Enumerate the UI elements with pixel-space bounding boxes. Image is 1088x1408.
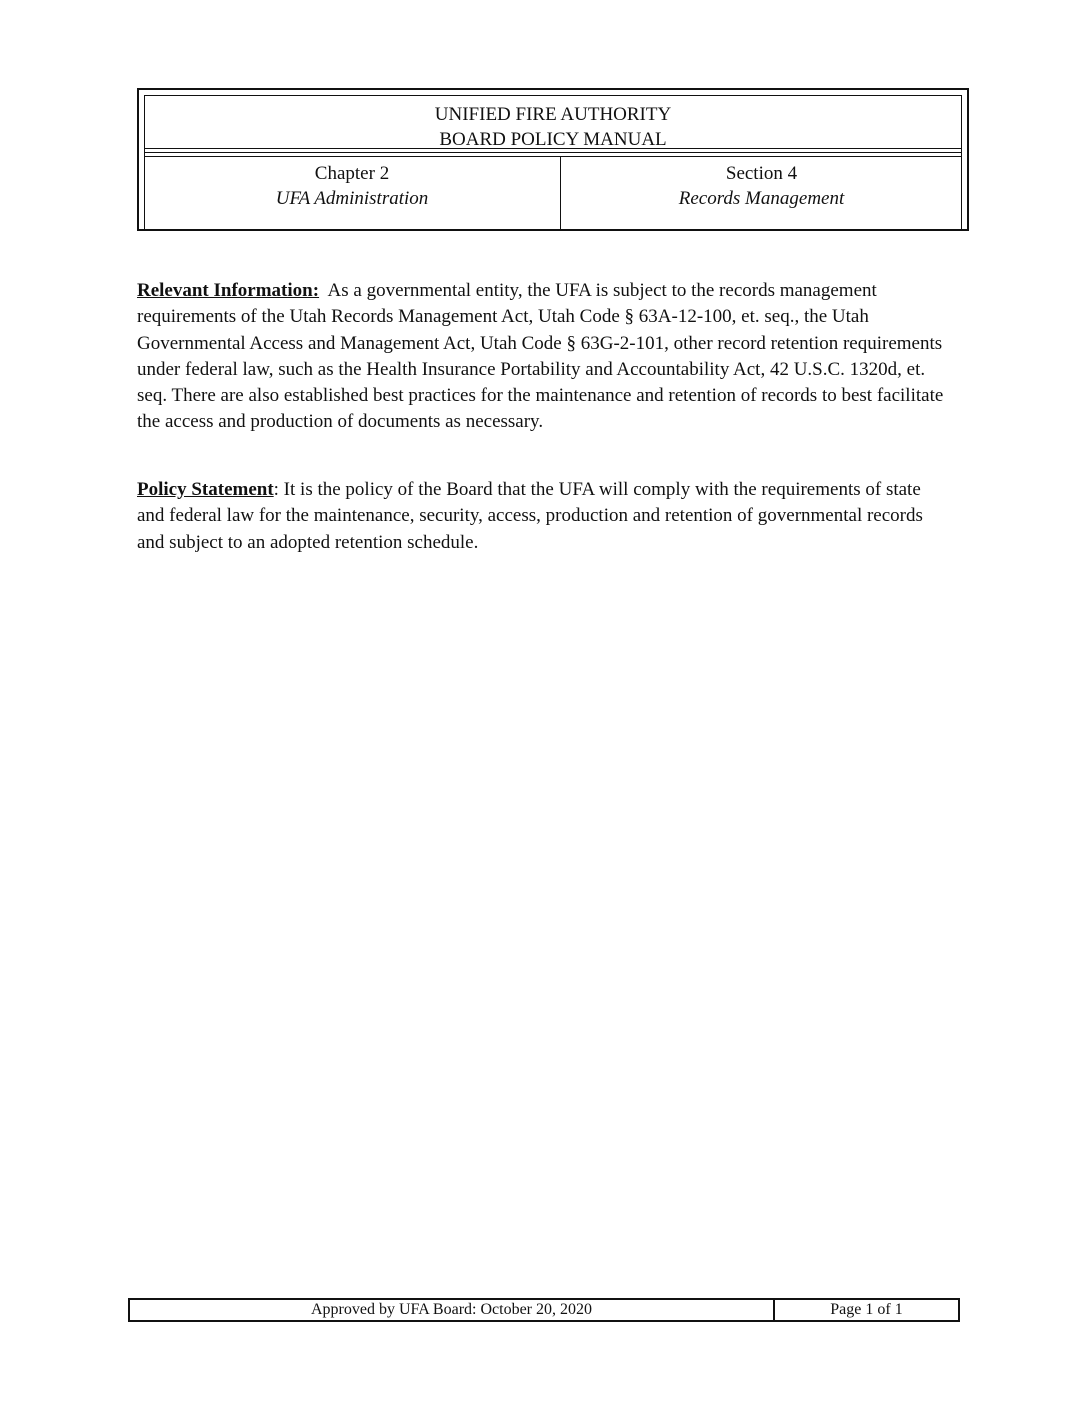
chapter-title: UFA Administration — [275, 188, 429, 209]
chapter-cell — [144, 157, 561, 229]
section-cell — [561, 157, 962, 229]
manual-name: BOARD POLICY MANUAL — [439, 129, 667, 150]
document-header — [137, 88, 969, 231]
policy-statement-paragraph — [137, 477, 952, 556]
page-number: Page 1 of 1 — [830, 1301, 903, 1318]
relevant-information-text: As a governmental entity, the UFA is subject to the records management requirements of the Utah Records Management Act, Utah Code § 63A-12-100, et. seq., the Utah Governmental Access and Management Act, Utah Code § 63G-2-101, other record retention requirements under federal law, such as the Health Insurance Portability and Accountability Act, 42 U.S.C. 1320d, et. seq. There are also established best practices for the maintenance and retention of records to best facilitate the access and production of documents as necessary. — [137, 280, 944, 433]
chapter-label: Chapter 2 — [314, 163, 390, 184]
document-footer — [128, 1298, 960, 1322]
approval-cell: Approved by UFA Board: October 20, 2020 — [130, 1300, 775, 1320]
header-divider — [144, 152, 962, 153]
policy-statement-label: Policy Statement — [137, 479, 274, 500]
policy-statement-text: : It is the policy of the Board that the UFA will comply with the requirements of state and federal law for the maintenance, security, access, production and retention of governmental records and subject to an adopted retention schedule. — [137, 479, 923, 553]
org-name: UNIFIED FIRE AUTHORITY — [434, 104, 672, 125]
relevant-information-paragraph — [137, 278, 952, 436]
chapter-section-row — [144, 156, 962, 229]
relevant-information-label: Relevant Information: — [137, 280, 320, 301]
header-title-cell — [144, 95, 962, 149]
section-title: Records Management — [678, 188, 845, 209]
section-label: Section 4 — [725, 163, 798, 184]
